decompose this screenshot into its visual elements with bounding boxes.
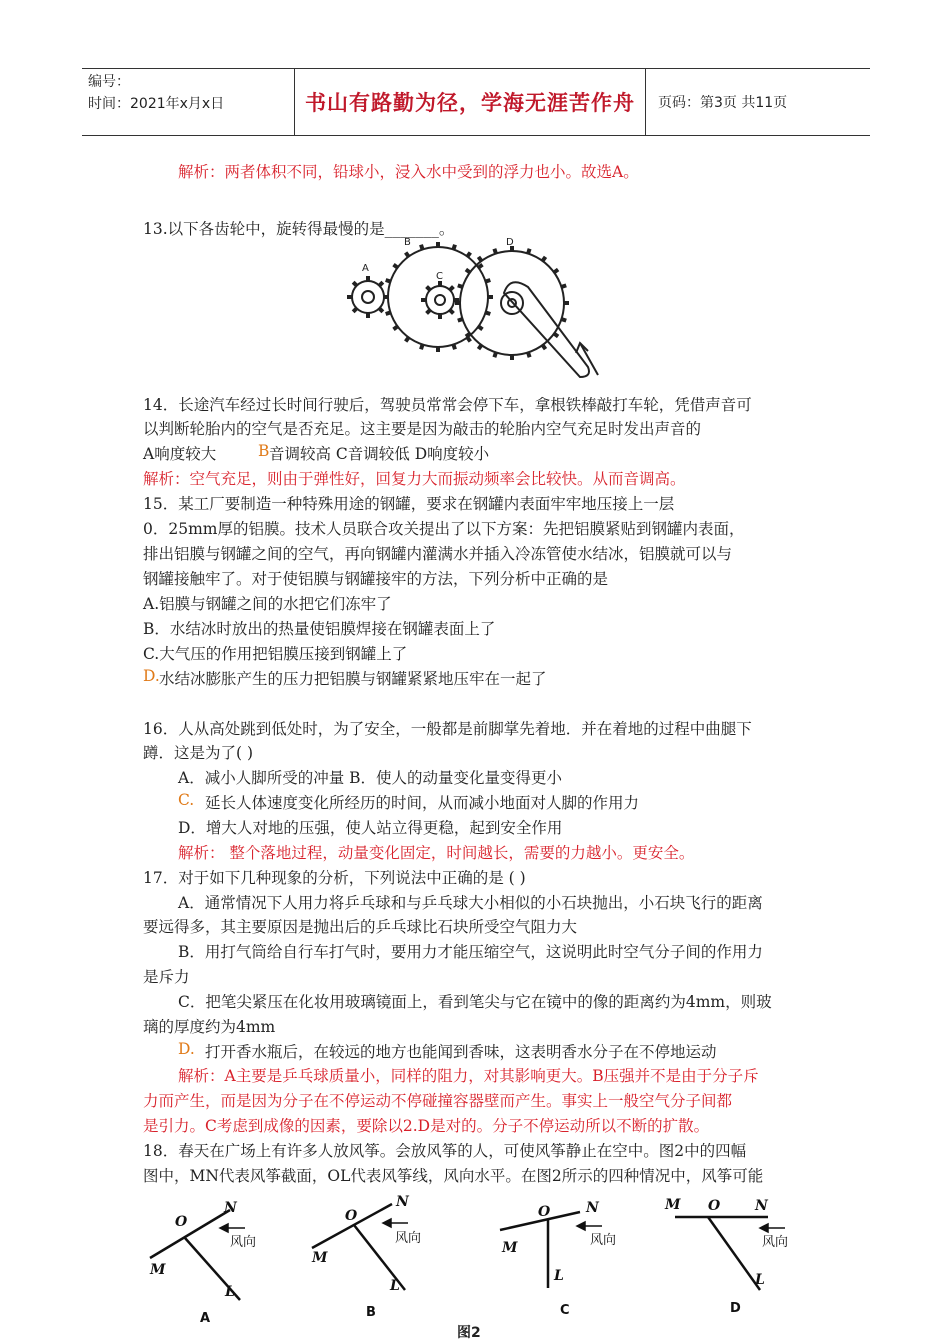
text-line: 是斥力 bbox=[143, 968, 190, 986]
text-line: D. bbox=[143, 667, 160, 685]
text-line: B．水结冰时放出的热量使铝膜焊接在钢罐表面上了 bbox=[143, 620, 496, 638]
kite-c-m: M bbox=[502, 1240, 518, 1256]
text-line: C. bbox=[178, 791, 195, 809]
text-line: 延长人体速度变化所经历的时间，从而减小地面对人脚的作用力 bbox=[205, 794, 640, 812]
kite-d-m: M bbox=[665, 1197, 681, 1213]
text-line: 13.以下各齿轮中，旋转得最慢的是_______。 bbox=[143, 220, 455, 238]
kite-c-l: L bbox=[554, 1268, 564, 1284]
text-line: A．通常情况下人用力将乒乓球和与乒乓球大小相似的小石块抛出，小石块飞行的距离 bbox=[178, 894, 763, 912]
gear-a bbox=[352, 281, 384, 313]
text-line: 排出铝膜与钢罐之间的空气，再向钢罐内灌满水并插入冷冻管使水结冰，铝膜就可以与 bbox=[143, 545, 733, 563]
text-line: B bbox=[258, 442, 270, 460]
page-info: 页码：第3页 共11页 bbox=[658, 95, 788, 111]
gear-label-c: C bbox=[436, 271, 443, 282]
kite-b-m: M bbox=[312, 1250, 328, 1266]
gear-label-d: D bbox=[506, 237, 514, 248]
wind-label-c: 风向 bbox=[590, 1233, 617, 1248]
text-line: 打开香水瓶后，在较远的地方也能闻到香味，这表明香水分子在不停地运动 bbox=[205, 1043, 717, 1061]
text-line: 图中，MN代表风筝截面，OL代表风筝线，风向水平。在图2所示的四种情况中，风筝可能 bbox=[143, 1167, 764, 1185]
kite-d-ol bbox=[708, 1217, 760, 1290]
text-line: 0．25mm厚的铝膜。技术人员联合攻关提出了以下方案：先把铝膜紧贴到钢罐内表面， bbox=[143, 520, 745, 538]
text-line: C．把笔尖紧压在化妆用玻璃镜面上，看到笔尖与它在镜中的像的距离约为4mm，则玻 bbox=[178, 993, 772, 1011]
text-line: 解析：两者体积不同，铅球小，浸入水中受到的浮力也小。故选A。 bbox=[178, 163, 639, 181]
kite-d-n: N bbox=[755, 1198, 768, 1214]
text-line: 17．对于如下几种现象的分析，下列说法中正确的是 ( ) bbox=[143, 869, 526, 887]
gear-label-b: B bbox=[404, 237, 411, 248]
belt bbox=[504, 282, 589, 377]
kite-d-o: O bbox=[708, 1198, 721, 1214]
kite-a-l: L bbox=[225, 1284, 235, 1300]
figure-caption: 图2 bbox=[457, 1325, 481, 1341]
text-line: 14．长途汽车经过长时间行驶后，驾驶员常常会停下车，拿根铁棒敲打车轮，凭借声音可 bbox=[143, 396, 752, 414]
number-label: 编号： bbox=[88, 74, 130, 90]
kite-a-mn bbox=[150, 1210, 230, 1258]
kite-panel-label-c: C bbox=[560, 1303, 570, 1318]
text-line: 钢罐接触牢了。对于使铝膜与钢罐接牢的方法，下列分析中正确的是 bbox=[143, 570, 609, 588]
kite-a-o: O bbox=[175, 1214, 188, 1230]
header-meta bbox=[82, 69, 294, 135]
kite-d-l: L bbox=[755, 1272, 765, 1288]
text-line: 水结冰膨胀产生的压力把铝膜与钢罐紧紧地压牢在一起了 bbox=[159, 670, 547, 688]
text-line: D．增大人对地的压强，使人站立得更稳，起到安全作用 bbox=[178, 819, 563, 837]
kite-c-o: O bbox=[538, 1204, 551, 1220]
wind-label-a: 风向 bbox=[230, 1235, 257, 1250]
kite-b-l: L bbox=[390, 1278, 400, 1294]
text-line: 解析： 整个落地过程，动量变化固定，时间越长，需要的力越小。更安全。 bbox=[178, 844, 695, 862]
text-line: B．用打气筒给自行车打气时，要用力才能压缩空气，这说明此时空气分子间的作用力 bbox=[178, 943, 763, 961]
text-line: 15．某工厂要制造一种特殊用途的钢罐，要求在钢罐内表面牢牢地压接上一层 bbox=[143, 495, 675, 513]
text-line: A响度较大 bbox=[143, 445, 217, 463]
kite-a-n: N bbox=[224, 1200, 237, 1216]
kite-a-m: M bbox=[150, 1262, 166, 1278]
text-line: 16．人从高处跳到低处时，为了安全，一般都是前脚掌先着地．并在着地的过程中曲腿下 bbox=[143, 720, 752, 738]
text-line: 解析：A主要是乒乓球质量小，同样的阻力，对其影响更大。B压强并不是由于分子斥 bbox=[178, 1067, 759, 1085]
text-line: C.大气压的作用把铝膜压接到钢罐上了 bbox=[143, 645, 408, 663]
text-line: 18．春天在广场上有许多人放风筝。会放风筝的人，可使风筝静止在空中。图2中的四幅 bbox=[143, 1142, 747, 1160]
text-line: 是引力。C考虑到成像的因素，要除以2.D是对的。分子不停运动所以不断的扩散。 bbox=[143, 1117, 710, 1135]
text-line: 力而产生，而是因为分子在不停运动不停碰撞容器壁而产生。事实上一般空气分子间都 bbox=[143, 1092, 733, 1110]
gears-figure bbox=[340, 235, 620, 385]
wind-label-d: 风向 bbox=[762, 1235, 789, 1250]
kite-panel-label-d: D bbox=[730, 1301, 741, 1316]
gear-b bbox=[388, 247, 488, 347]
text-line: A．减小人脚所受的冲量 B．使人的动量变化量变得更小 bbox=[178, 769, 563, 787]
wind-label-b: 风向 bbox=[395, 1231, 422, 1246]
kite-panel-label-a: A bbox=[200, 1311, 211, 1326]
header-motto: 书山有路勤为径，学海无涯苦作舟 bbox=[294, 69, 646, 135]
text-line: 音调较高 C音调较低 D响度较小 bbox=[269, 445, 490, 463]
text-line: 要远得多，其主要原因是抛出后的乒乓球比石块所受空气阻力大 bbox=[143, 918, 578, 936]
kite-b-o: O bbox=[345, 1208, 358, 1224]
page-header bbox=[82, 68, 870, 136]
text-line: 蹲．这是为了( ) bbox=[143, 744, 254, 762]
kite-c-n: N bbox=[586, 1200, 599, 1216]
date-label: 时间：2021年x月x日 bbox=[88, 96, 225, 112]
gear-label-a: A bbox=[362, 263, 369, 274]
text-line: 以判断轮胎内的空气是否充足。这主要是因为敲击的轮胎内空气充足时发出声音的 bbox=[143, 420, 702, 438]
gear-c bbox=[426, 286, 454, 314]
kite-panel-label-b: B bbox=[366, 1305, 376, 1320]
text-line: 璃的厚度约为4mm bbox=[143, 1018, 276, 1036]
text-line: 解析：空气充足，则由于弹性好，回复力大而振动频率会比较快。从而音调高。 bbox=[143, 470, 686, 488]
kite-figure bbox=[140, 1190, 800, 1340]
text-line: D. bbox=[178, 1040, 195, 1058]
text-line: A.铝膜与钢罐之间的水把它们冻牢了 bbox=[143, 595, 392, 613]
kite-b-n: N bbox=[396, 1194, 409, 1210]
